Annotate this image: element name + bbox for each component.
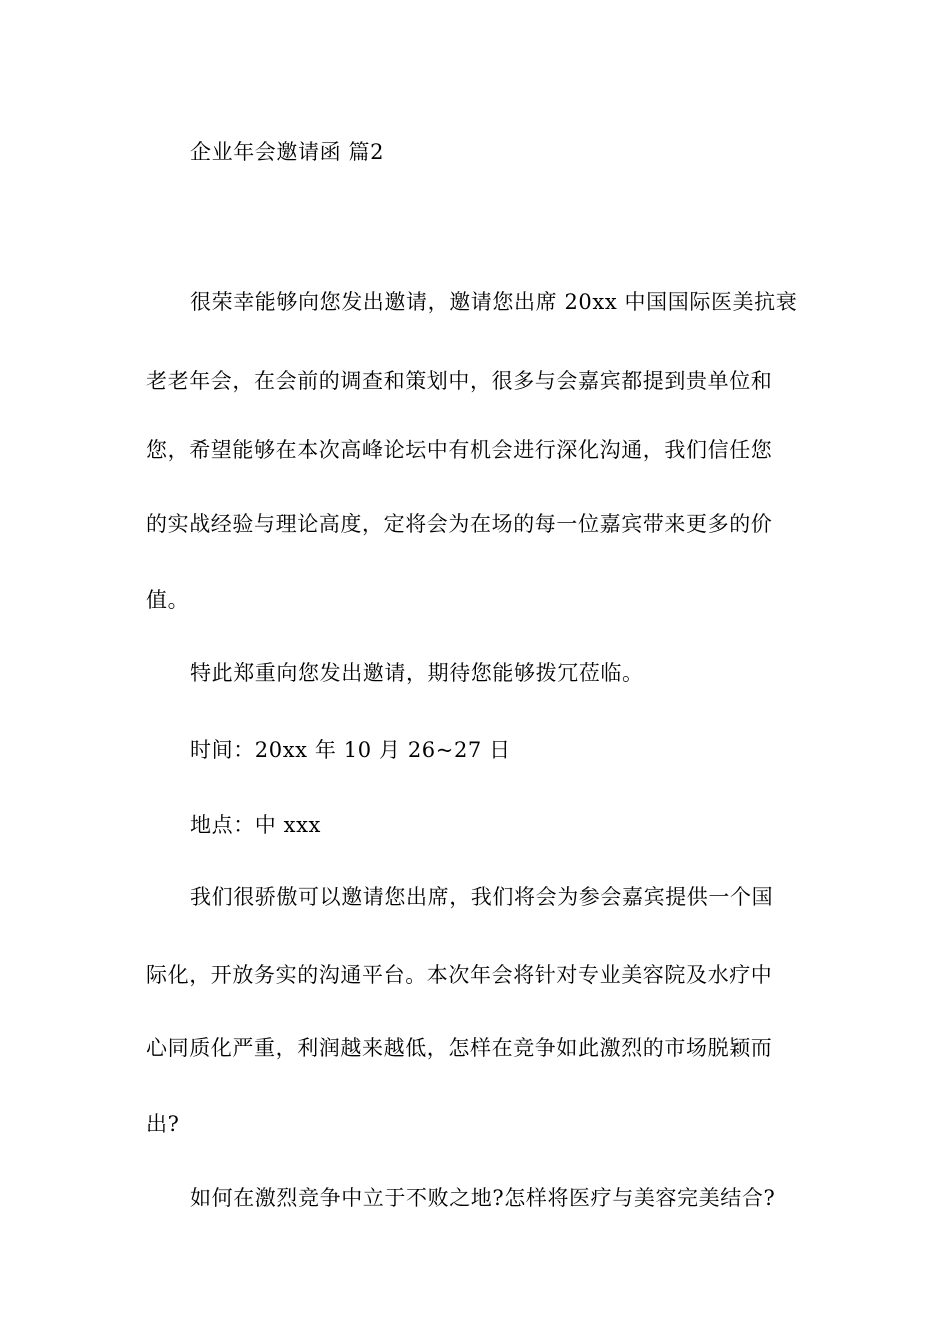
time-line: 时间：20xx 年 10 月 26~27 日 — [190, 738, 511, 762]
paragraph-line: 值。 — [146, 588, 190, 612]
document-title: 企业年会邀请函 篇2 — [190, 140, 385, 164]
place-line: 地点：中 xxx — [190, 813, 322, 837]
paragraph-line: 出? — [146, 1112, 180, 1136]
paragraph-line: 际化，开放务实的沟通平台。本次年会将针对专业美容院及水疗中 — [146, 963, 773, 987]
paragraph-line: 如何在激烈竞争中立于不败之地?怎样将医疗与美容完美结合? — [190, 1186, 776, 1210]
paragraph-line: 特此郑重向您发出邀请，期待您能够拨冗莅临。 — [190, 661, 644, 685]
paragraph-line: 我们很骄傲可以邀请您出席，我们将会为参会嘉宾提供一个国 — [190, 885, 774, 909]
paragraph-line: 您，希望能够在本次高峰论坛中有机会进行深化沟通，我们信任您 — [146, 438, 773, 462]
paragraph-line: 很荣幸能够向您发出邀请，邀请您出席 20xx 中国国际医美抗衰 — [190, 290, 798, 314]
paragraph-line: 老老年会，在会前的调查和策划中，很多与会嘉宾都提到贵单位和 — [146, 369, 773, 393]
paragraph-line: 心同质化严重，利润越来越低，怎样在竞争如此激烈的市场脱颖而 — [146, 1036, 773, 1060]
paragraph-line: 的实战经验与理论高度，定将会为在场的每一位嘉宾带来更多的价 — [146, 512, 773, 536]
